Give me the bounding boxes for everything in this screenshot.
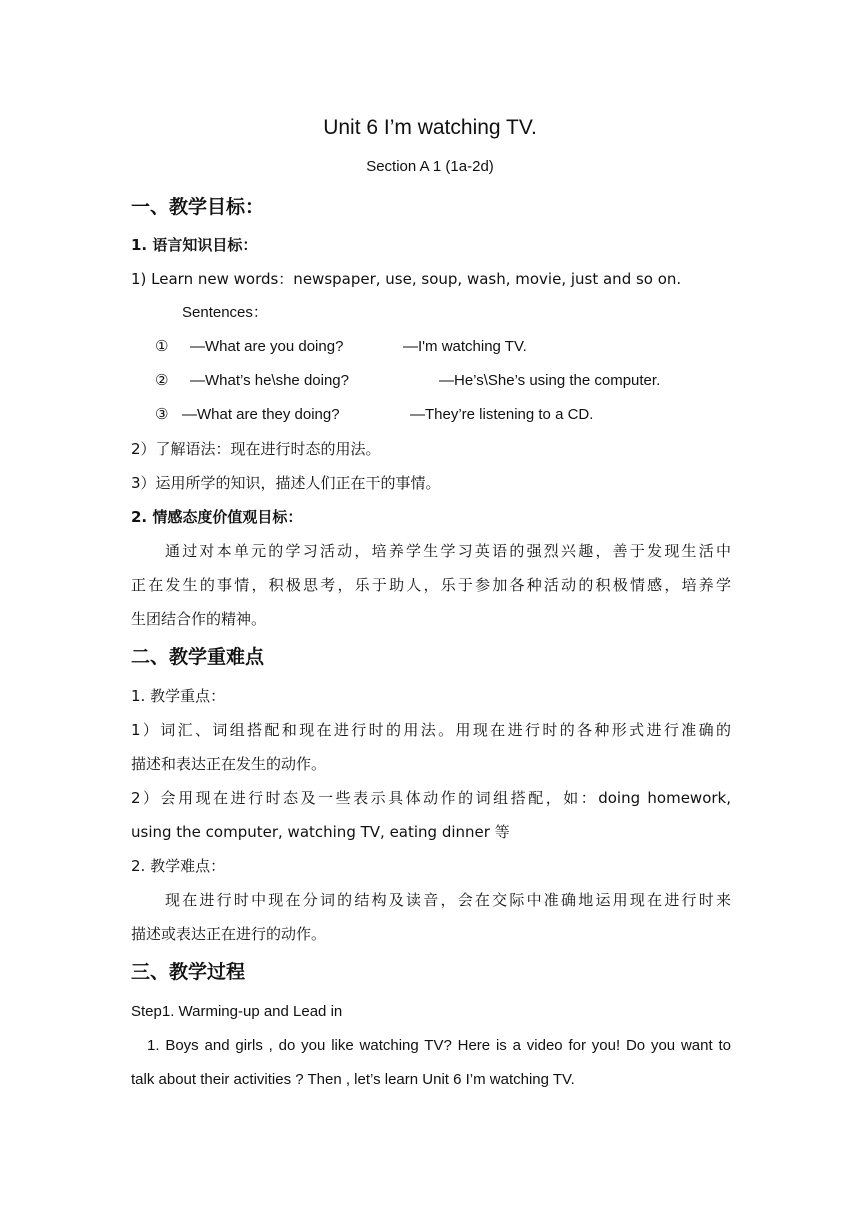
- paragraph-line: 1）词汇、词组搭配和现在进行时的用法。用现在进行时的各种形式进行准确的: [131, 721, 731, 739]
- sentence-answer: —They’re listening to a CD.: [410, 406, 594, 423]
- paragraph-line: 1. Boys and girls , do you like watching TV? Here is a video for you! Do you want to: [147, 1037, 731, 1054]
- new-words-item: 1) Learn new words：newspaper, use, soup, wash, movie, just and so on.: [131, 270, 682, 288]
- sentence-answer: —He’s\She’s using the computer.: [439, 372, 661, 389]
- paragraph-line: 描述和表达正在发生的动作。: [131, 755, 327, 773]
- section-heading-objectives: 一、教学目标：: [131, 196, 265, 218]
- subheading-difficulties: 2. 教学难点：: [131, 857, 226, 875]
- sentence-answer: —I'm watching TV.: [403, 338, 527, 355]
- sentence-row: [155, 371, 715, 391]
- step1-heading: Step1. Warming-up and Lead in: [131, 1003, 343, 1020]
- sentence-number: ②: [155, 372, 169, 389]
- grammar-item: 2）了解语法：现在进行时态的用法。: [131, 440, 381, 458]
- paragraph-line: 现在进行时中现在分词的结构及读音，会在交际中准确地运用现在进行时来: [165, 891, 731, 909]
- paragraph-line: talk about their activities ? Then , let’s learn Unit 6 I’m watching TV.: [131, 1071, 575, 1088]
- document-title: Unit 6 I’m watching TV.: [323, 116, 537, 139]
- subheading-language-goals: 1. 语言知识目标：: [131, 236, 258, 254]
- paragraph-line: 2）会用现在进行时态及一些表示具体动作的词组搭配，如：doing homework,: [131, 789, 731, 807]
- paragraph-line: 正在发生的事情，积极思考，乐于助人，乐于参加各种活动的积极情感，培养学: [131, 576, 731, 594]
- section-heading-process: 三、教学过程: [131, 961, 246, 983]
- sentence-question: —What are you doing?: [190, 338, 344, 355]
- paragraph-line: 通过对本单元的学习活动，培养学生学习英语的强烈兴趣，善于发现生活中: [165, 542, 731, 560]
- paragraph-line: using the computer, watching TV, eating dinner 等: [131, 823, 510, 841]
- paragraph-line: 生团结合作的精神。: [131, 610, 267, 628]
- sentence-number: ③: [155, 406, 169, 423]
- section-heading-key-points: 二、教学重难点: [131, 646, 265, 668]
- subheading-attitude-goals: 2. 情感态度价值观目标：: [131, 508, 303, 526]
- sentence-question: —What are they doing?: [182, 406, 340, 423]
- sentence-number: ①: [155, 338, 169, 355]
- paragraph-line: 描述或表达正在进行的动作。: [131, 925, 327, 943]
- sentence-row: [155, 337, 715, 357]
- apply-item: 3）运用所学的知识，描述人们正在干的事情。: [131, 474, 441, 492]
- subheading-key-points: 1. 教学重点：: [131, 687, 226, 705]
- sentences-label: Sentences：: [182, 304, 268, 321]
- sentence-question: —What’s he\she doing?: [190, 372, 349, 389]
- sentence-row: [155, 405, 715, 425]
- document-subtitle: Section A 1 (1a-2d): [366, 158, 494, 175]
